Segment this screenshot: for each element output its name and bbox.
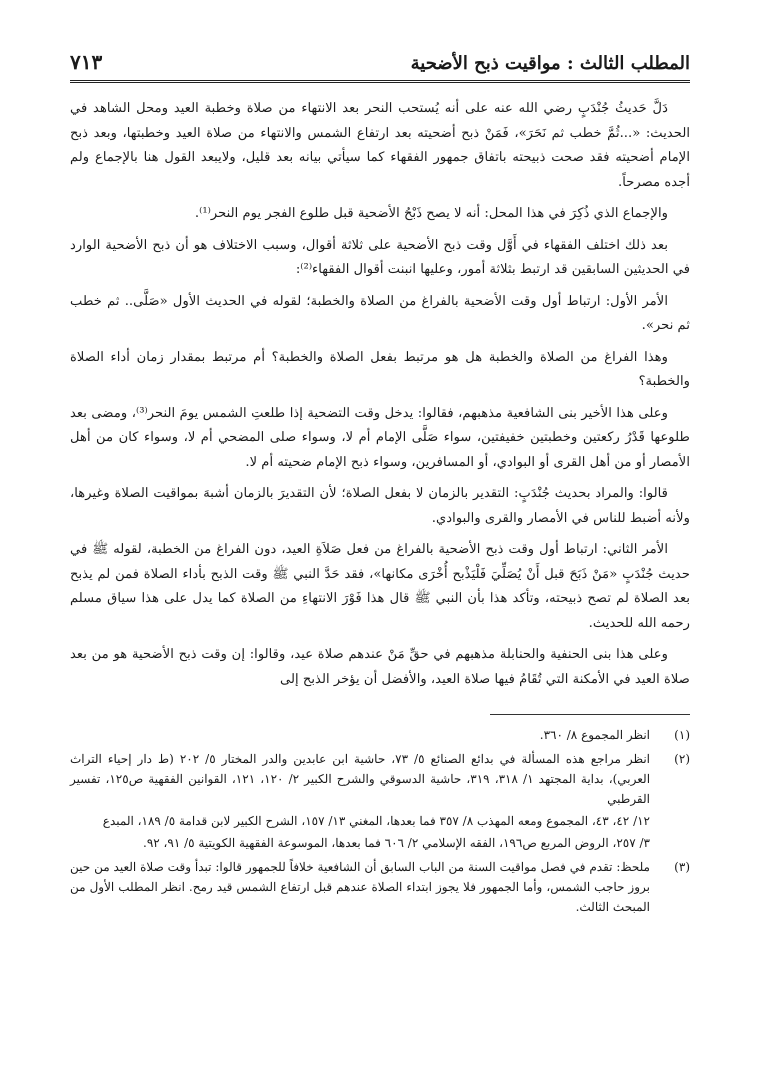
footnote-number: (٢) [674, 752, 690, 766]
footnote-text: ملحظ: تقدم في فصل مواقيت السنة من الباب السابق أن الشافعية خلافاً للجمهور قالوا: تبدأ وقت صلاة العيد من حين بروز حاجب الشمس، وأما الجمهور فلا يجوز ابتداء الصلاة عندهم قبل ارتفاع الشمس قيد رمح. انظر المطلب الأول من المبحث الثالث. [70, 860, 650, 914]
page-title: المطلب الثالث : مواقيت ذبح الأضحية [410, 53, 690, 74]
body-text [70, 97, 690, 692]
paragraph: دَلَّ حَديثُ جُنْدَبٍ رضي الله عنه على أنه يُستحب النحر بعد الانتهاء من صلاة وخطبة العيد ومحل الشاهد في الحديث: «...ثُمَّ خطب ثم نَحَرَ»، فَمَنْ ذبح أضحيته بعد ارتفاع الشمس والانتهاء من صلاة العيد وخطبتها، وبعد ذبح الإمام أضحيته فقد صحت ذبيحته باتفاق جمهور الفقهاء كما سيأتي بيانه بعد قليل، ولايبعد القول هنا بالإجماع ولم أجده مصرحاً. [70, 101, 690, 190]
page-header [70, 34, 690, 80]
paragraph: والإجماع الذي ذُكِرَ في هذا المحل: أنه لا يصح ذَبْحُ الأضحية قبل طلوع الفجر يوم النحر⁽¹⁾. [194, 206, 668, 221]
footnote-number: (٣) [674, 860, 690, 874]
footnote-number: (١) [674, 728, 690, 742]
footnote [70, 857, 690, 919]
footnote-text: ١٢/ ٤٢، ٤٣، المجموع ومعه المهذب ٨/ ٣٥٧ فما بعدها، المغني ١٣/ ١٥٧، الشرح الكبير لابن قدامة ٥/ ١٨٩، المبدع [102, 814, 650, 828]
footnote [70, 749, 690, 855]
footnote-text: انظر مراجع هذه المسألة في بدائع الصنائع ٥/ ٧٣، حاشية ابن عابدين والدر المختار ٥/ ٢٠٢ (ط دار إحياء التراث العربي)، بداية المجتهد ١/ ٣١٨، ٣١٩، حاشية الدسوقي والشرح الكبير ٢/ ١٢٠، ١٢١، القوانين الفقهية ص١٢٥، تفسير القرطبي [70, 752, 651, 806]
footnote-text: ٣/ ٢٥٧، الروض المربع ص١٩٦، الفقه الإسلامي ٢/ ٦٠٦ فما بعدها، الموسوعة الفقهية الكويتية ٥/ ٩١، ٩٢. [142, 836, 650, 850]
paragraph: قالوا: والمراد بحديث جُنْدَبٍ: التقدير بالزمان لا بفعل الصلاة؛ لأن التقديرَ بالزمان أشبهَ بمواقيت الصلاة وغيرها، ولأنه أضبط للناس في الأمصار والقرى والبوادي. [70, 486, 690, 526]
paragraph: وعلى هذا الأخير بنى الشافعية مذهبهم، فقالوا: يدخل وقت التضحية إذا طلعتِ الشمس يومَ النحر⁽³⁾، ومضى بعد طلوعها قَدْرُ ركعتين وخطبتين خفيفتين، سواء صَلَّى الإمام أم لا، وسواء صلى المضحي أم لا، وسواء كان من أهل الأمصار أو من أهل القرى أو البوادي، أو المسافرين، وسواء ذبح الإمام ضحيته أم لا. [70, 405, 690, 470]
header-rule [70, 80, 690, 83]
footnote-separator [490, 714, 690, 715]
paragraph: الأمر الأول: ارتباط أول وقت الأضحية بالفراغ من الصلاة والخطبة؛ لقوله في الحديث الأول «صَلَّى.. ثم خطب ثم نحر». [70, 293, 690, 333]
paragraph: وهذا الفراغ من الصلاة والخطبة هل هو مرتبط بفعل الصلاة والخطبة؟ أم مرتبط بمقدار زمان أداء الصلاة والخطبة؟ [70, 349, 690, 389]
paragraph: الأمر الثاني: ارتباط أول وقت ذبح الأضحية بالفراغ من فعل صَلاَةِ العيد، دون الفراغ من الخطبة، لقوله ﷺ في حديث جُنْدَبٍ «مَنْ ذَبَحَ قبل أَنْ يُصَلِّيَ فَلْيَذْبح أُخْرَى مكانها»، فقد حَدَّ النبي ﷺ وقت الذبح بأداء الصلاة فمن لم يذبح بعد الصلاة لم تصح ذبيحته، وتأكد هذا بأن النبي ﷺ قال هذا فَوْرَ الانتهاءِ من الصلاة كما يدل على هذا سياق مسلم رحمه الله للحديث. [70, 542, 690, 631]
paragraph: بعد ذلك اختلف الفقهاء في أَوَّل وقت ذبح الأضحية على ثلاثة أقوال، وسبب الاختلاف هو أن ذبح الأضحية الوارد في الحديثين السابقين قد ارتبط بثلاثة أمور، وعليها انبنت أقوال الفقهاء⁽²⁾: [70, 237, 690, 277]
footnote [70, 725, 690, 747]
footnotes [70, 725, 690, 919]
paragraph: وعلى هذا بنى الحنفية والحنابلة مذهبهم في حقِّ مَنْ عندهم صلاة عيد، وقالوا: إن وقت ذبح الأضحية هو من بعد صلاة العيد في الأمكنة التي تُقَامُ فيها صلاة العيد، والأفضل أن يؤخر الذبح إلى [70, 647, 690, 687]
footnote-text: انظر المجموع ٨/ ٣٦٠. [539, 728, 650, 742]
page-number: ٧١٣ [70, 50, 103, 74]
